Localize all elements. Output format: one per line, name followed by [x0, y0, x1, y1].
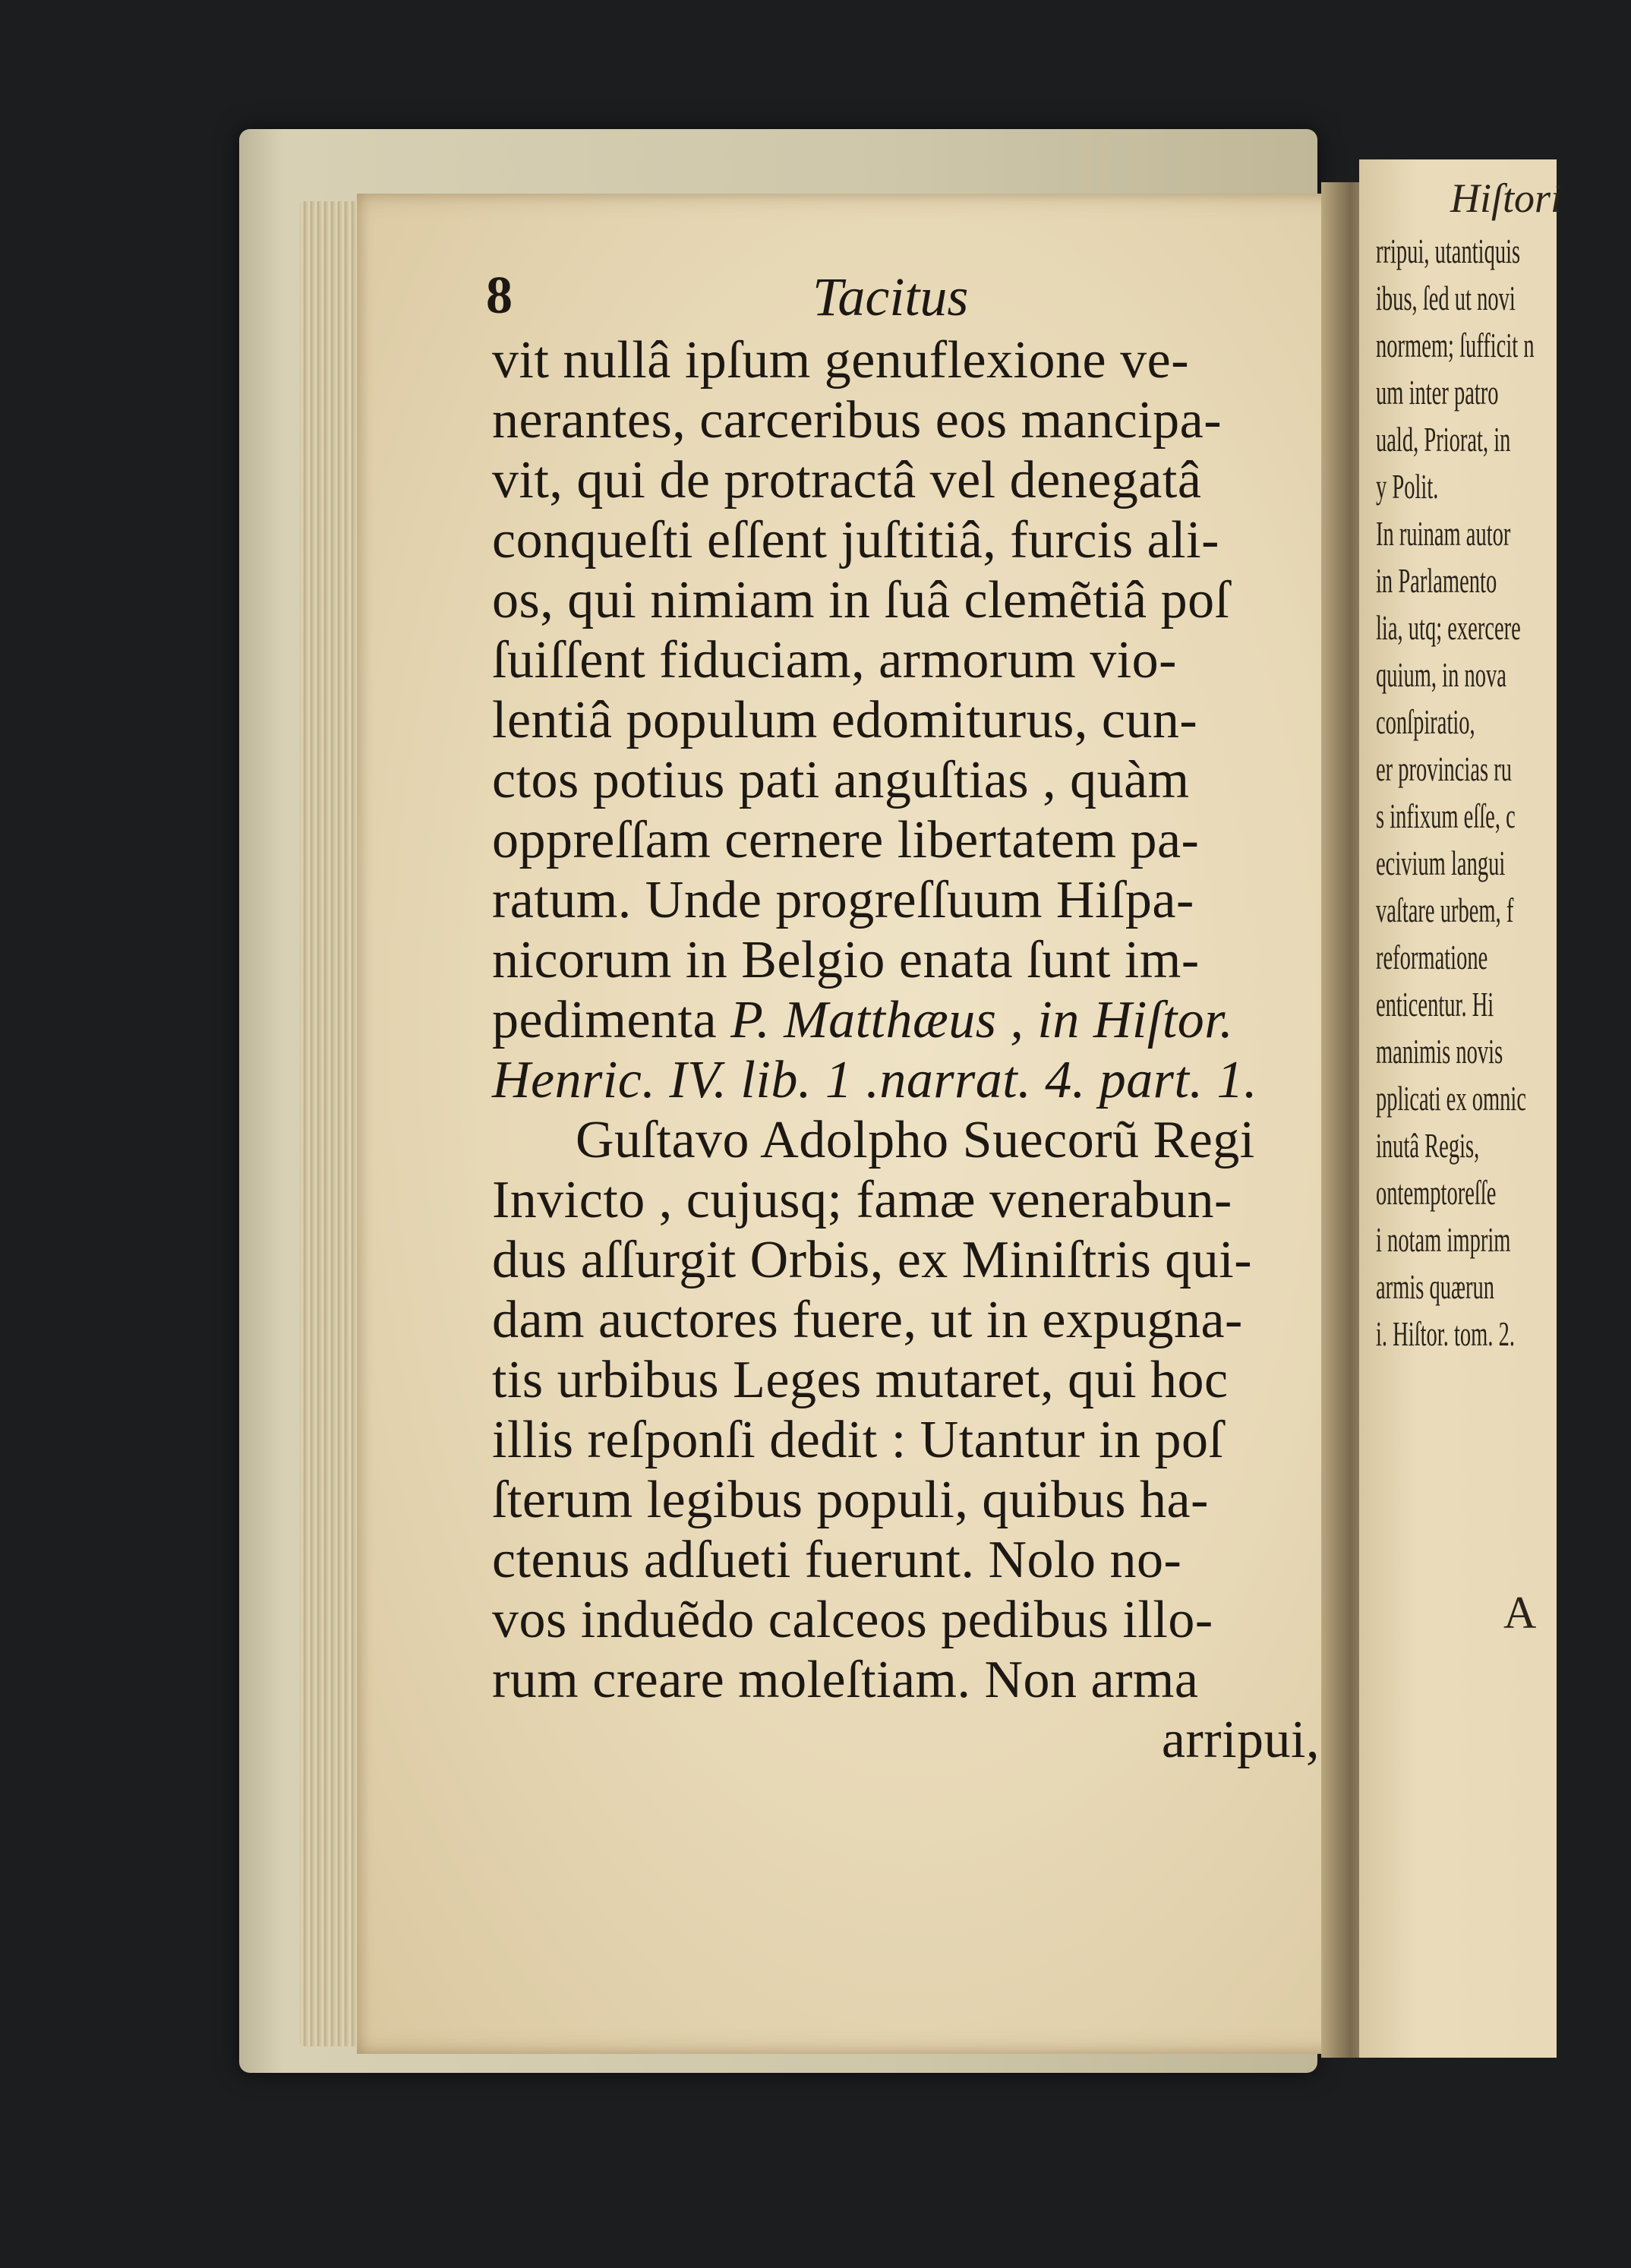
- right-line: rripui, utantiquis: [1376, 232, 1521, 270]
- right-page: [1359, 159, 1563, 2058]
- right-line: er provincias ru: [1376, 749, 1512, 788]
- right-line: i. Hiſtor. tom. 2.: [1376, 1314, 1516, 1353]
- text-line: Guſtavo Adolpho Suecorũ Regi: [576, 1111, 1255, 1169]
- right-line: y Polit.: [1376, 467, 1439, 506]
- text-line: oppreſſam cernere libertatem pa-: [492, 811, 1200, 869]
- text-line: ſterum legibus populi, quibus ha-: [492, 1471, 1209, 1529]
- right-line: normem; ſufficit n: [1376, 326, 1535, 364]
- text-line: vos induẽdo calceos pedibus illo-: [492, 1591, 1213, 1649]
- text-line: [492, 1050, 1335, 1110]
- right-line: ontemptoreſſe: [1376, 1173, 1497, 1212]
- right-line: conſpiratio,: [1376, 702, 1475, 741]
- text-line: arripui,: [1161, 1711, 1320, 1769]
- body-text: [492, 330, 1335, 1770]
- text-line: tis urbibus Leges mutaret, qui hoc: [492, 1351, 1229, 1409]
- right-line: i notam imprim: [1376, 1220, 1511, 1259]
- text-line: ratum. Unde progreſſuum Hiſpa-: [492, 871, 1194, 929]
- right-line: inutâ Regis,: [1376, 1126, 1480, 1165]
- text-line: lentiâ populum edomiturus, cun-: [492, 691, 1198, 749]
- text-line: ſuiſſent fiduciam, armorum vio-: [492, 631, 1177, 689]
- right-line: manimis novis: [1376, 1032, 1503, 1071]
- page-header: [486, 266, 1329, 334]
- page-edges: [300, 201, 361, 2046]
- text-line: nerantes, carceribus eos mancipa-: [492, 391, 1222, 449]
- citation: Henric. IV. lib. 1 .narrat. 4. part. 1.: [492, 1051, 1257, 1109]
- right-line: vaſtare urbem, f: [1376, 891, 1514, 929]
- text-line: dam auctores fuere, ut in expugna-: [492, 1291, 1243, 1349]
- right-line: In ruinam autor: [1376, 514, 1511, 553]
- citation: P. Matthæus , in Hiſtor.: [730, 991, 1234, 1049]
- text-line: vit nullâ ipſum genuflexione ve-: [492, 331, 1190, 390]
- right-line: in Parlamento: [1376, 561, 1497, 600]
- page-number: 8: [486, 267, 513, 325]
- text-line: ctenus adſueti fuerunt. Nolo no-: [492, 1531, 1182, 1589]
- text-line: conqueſti eſſent juſtitiâ, furcis ali-: [492, 511, 1219, 569]
- text-line: illis reſponſi dedit : Utantur in poſ: [492, 1411, 1224, 1469]
- right-line: armis quærun: [1376, 1267, 1495, 1306]
- text-line: Invicto , cujusq; famæ venerabun-: [492, 1171, 1232, 1229]
- text-line: os, qui nimiam in ſuâ clemẽtiâ poſ: [492, 571, 1230, 629]
- text-segment: pedimenta: [492, 991, 731, 1049]
- right-line: reformatione: [1376, 938, 1488, 976]
- right-line: uald, Priorat, in: [1376, 420, 1511, 459]
- right-line: ecivium langui: [1376, 844, 1506, 882]
- running-title: Tacitus: [812, 267, 969, 327]
- right-line: s infixum eſſe, c: [1376, 796, 1516, 835]
- right-line: lia, utq; exercere: [1376, 608, 1521, 647]
- right-line: pplicati ex omnic: [1376, 1079, 1527, 1118]
- text-line: ctos potius pati anguſtias , quàm: [492, 751, 1190, 809]
- catchword: A: [1503, 1588, 1537, 1638]
- right-running-head: Hiſtori: [1450, 175, 1563, 221]
- text-line: rum creare moleſtiam. Non arma: [492, 1651, 1199, 1709]
- right-line: ibus, ſed ut novi: [1376, 279, 1516, 317]
- text-line: dus aſſurgit Orbis, ex Miniſtris qui-: [492, 1231, 1253, 1289]
- text-line: nicorum in Belgio enata ſunt im-: [492, 931, 1200, 989]
- text-line: [492, 990, 1335, 1050]
- right-line: um inter patro: [1376, 373, 1499, 412]
- right-line: enticentur. Hi: [1376, 985, 1494, 1024]
- right-line: quium, in nova: [1376, 655, 1506, 694]
- right-page-text: [1376, 228, 1631, 1358]
- text-line: vit, qui de protractâ vel denegatâ: [492, 451, 1202, 509]
